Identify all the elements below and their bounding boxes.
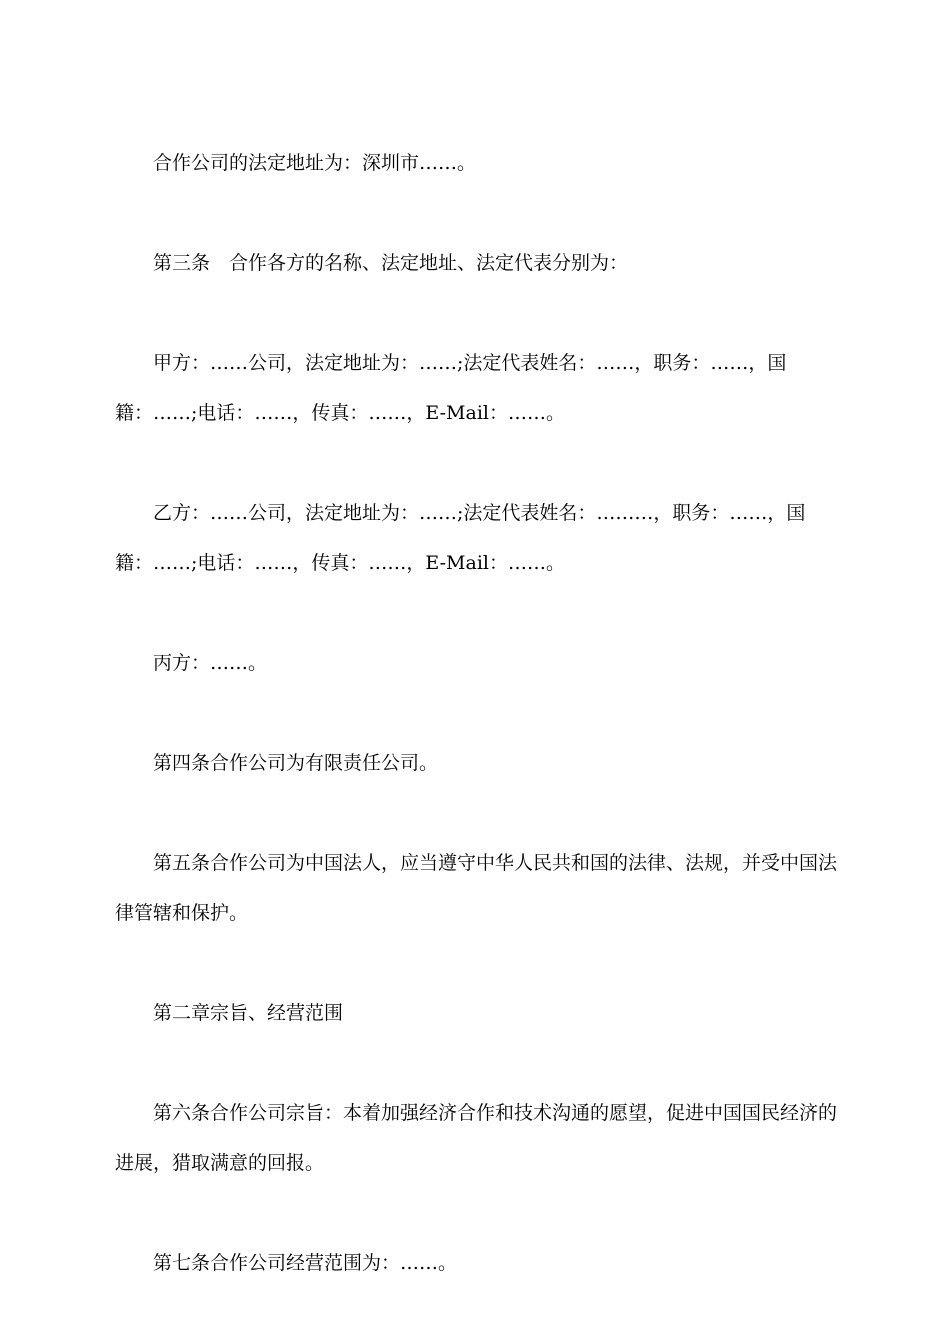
paragraph-article-5: 第五条合作公司为中国法人，应当遵守中华人民共和国的法律、法规，并受中国法律管辖和保护。 xyxy=(115,852,838,924)
paragraph-article-7: 第七条合作公司经营范围为：……。 xyxy=(153,1252,458,1274)
paragraph-party-a: 甲方：……公司，法定地址为：……;法定代表姓名：……，职务：……，国籍：……;电话：……，传真：……，E-Mail：……。 xyxy=(115,352,787,424)
paragraph-legal-address: 合作公司的法定地址为：深圳市……。 xyxy=(153,152,477,174)
paragraph-party-c: 丙方：……。 xyxy=(153,652,268,674)
chapter-2-heading: 第二章宗旨、经营范围 xyxy=(153,1002,344,1024)
paragraph-article-3: 第三条 合作各方的名称、法定地址、法定代表分别为： xyxy=(153,252,629,274)
paragraph-party-b: 乙方：……公司，法定地址为：……;法定代表姓名：………，职务：……，国籍：……;电话：……，传真：……，E-Mail：……。 xyxy=(115,502,806,574)
paragraph-article-4: 第四条合作公司为有限责任公司。 xyxy=(153,752,439,774)
paragraph-article-6: 第六条合作公司宗旨：本着加强经济合作和技术沟通的愿望，促进中国国民经济的进展，猎取满意的回报。 xyxy=(115,1102,838,1174)
